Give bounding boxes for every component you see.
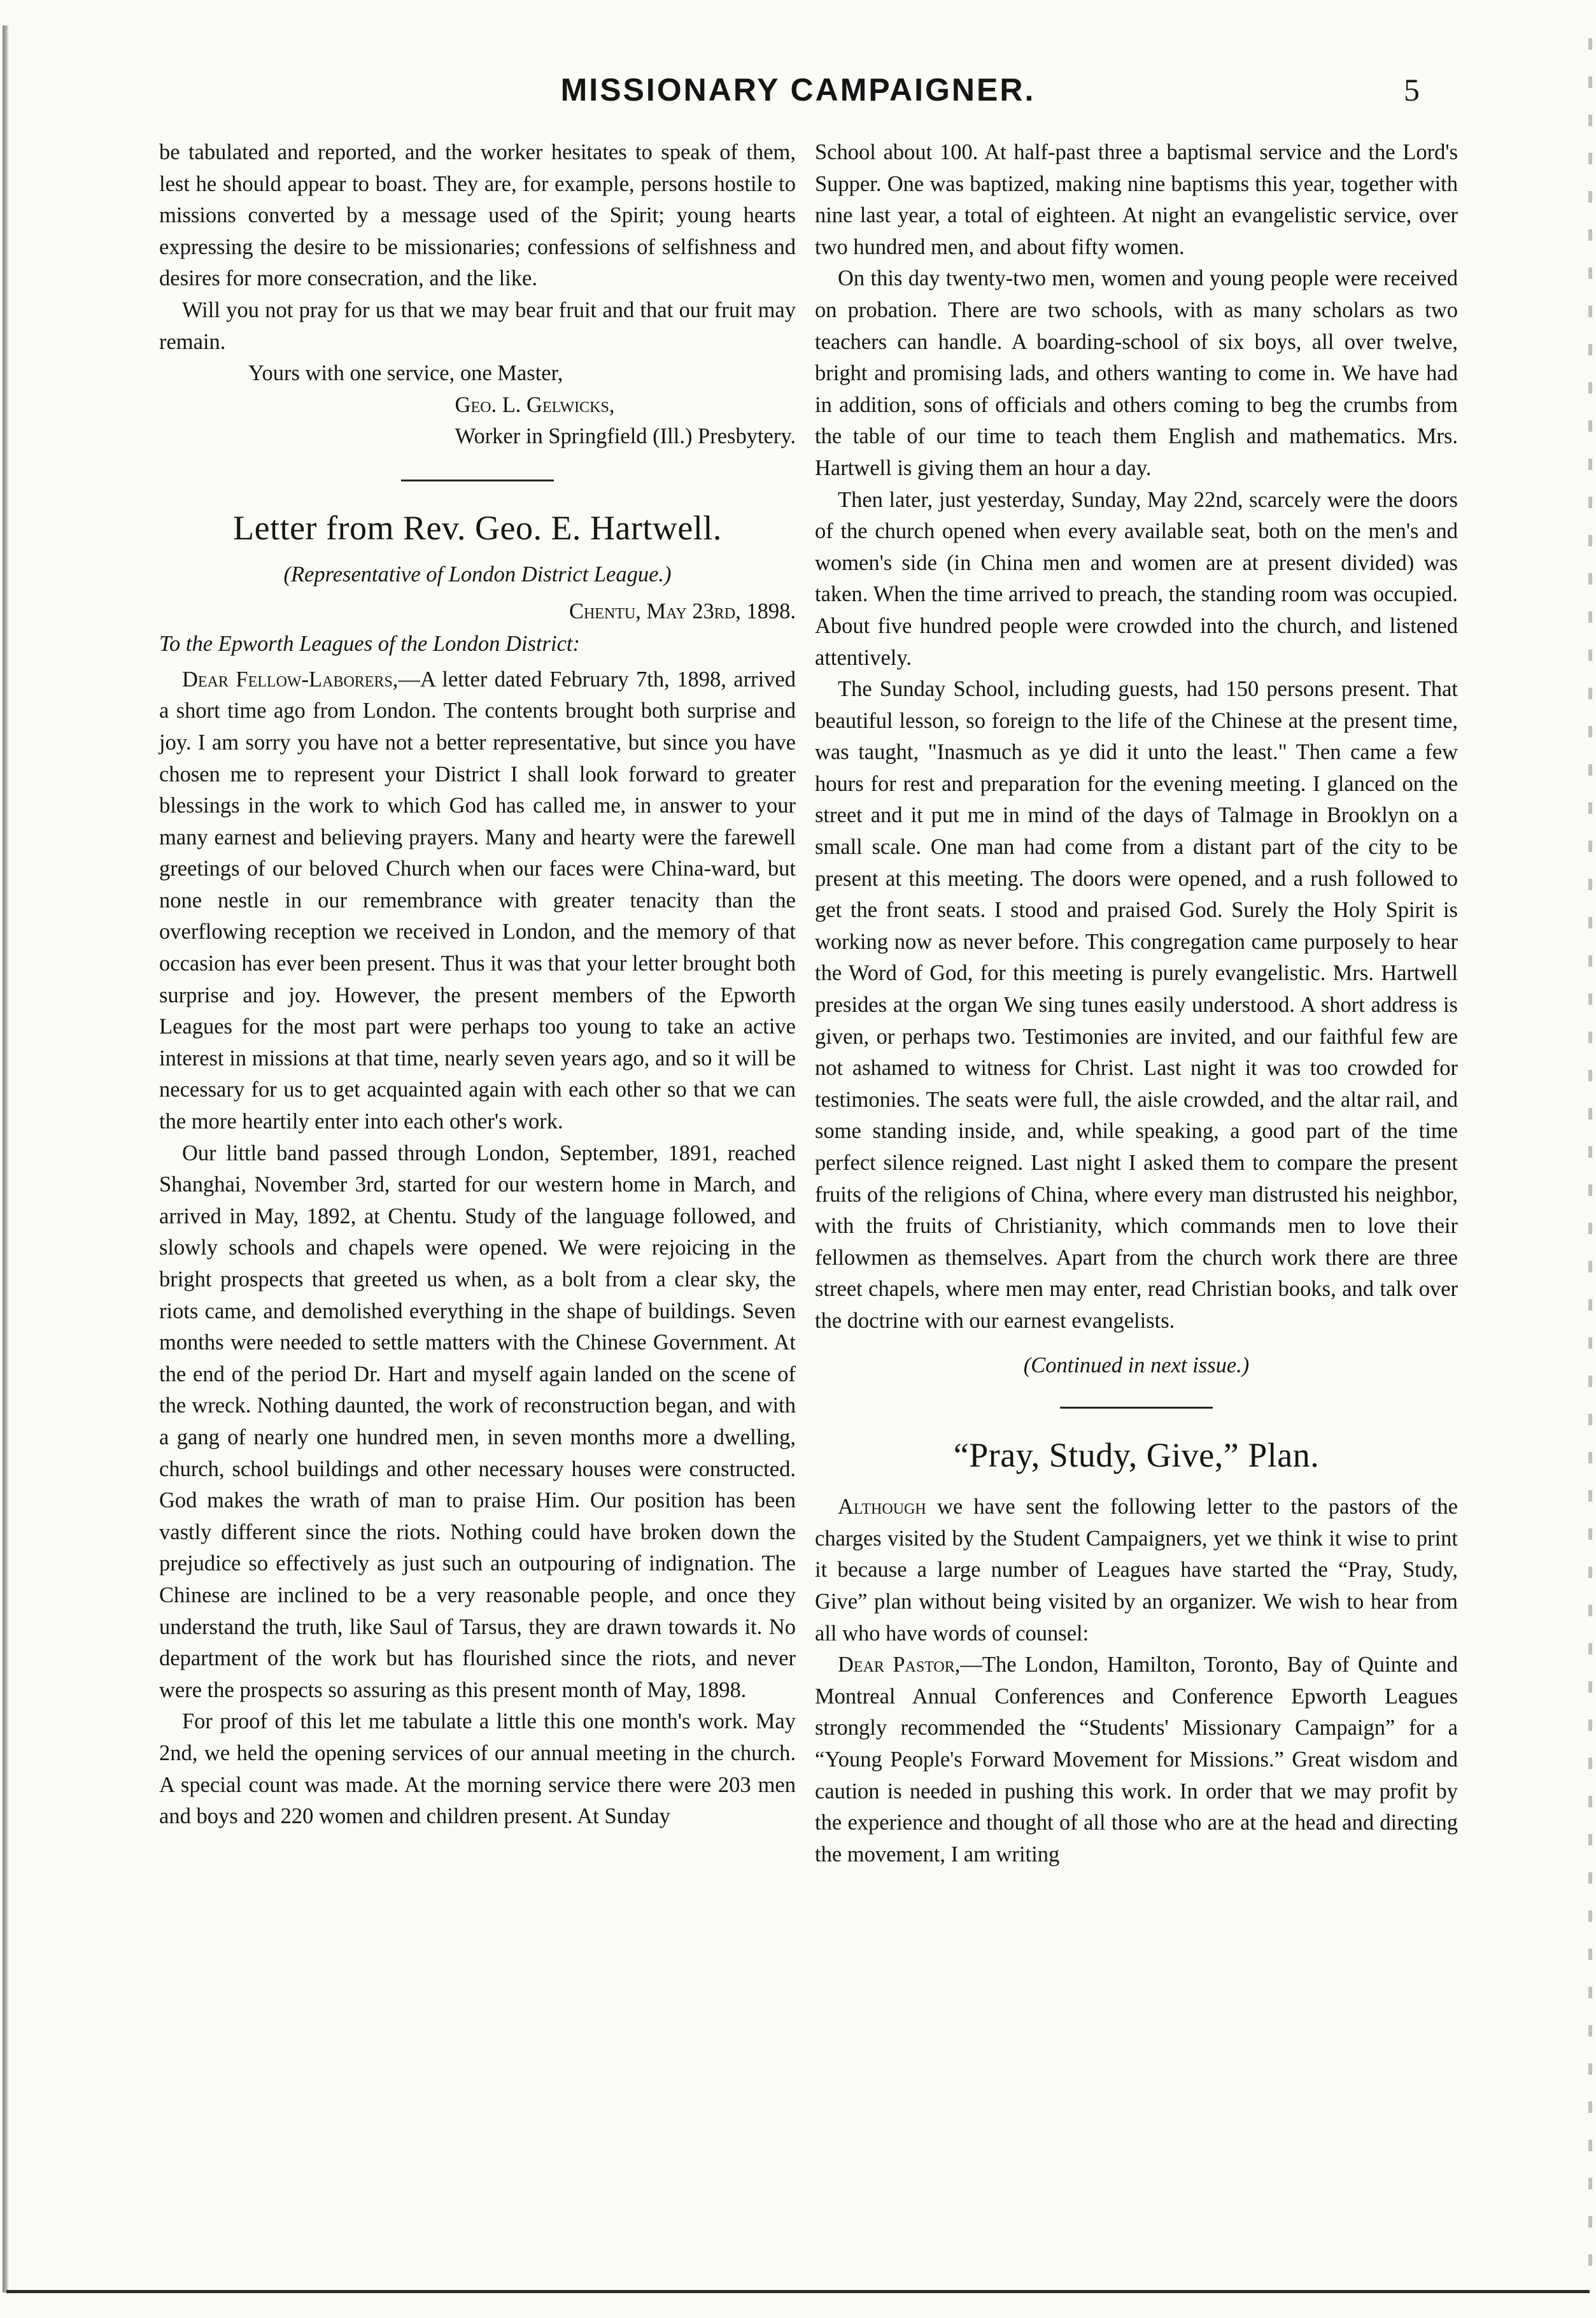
paragraph-1 — [159, 664, 796, 1138]
section-divider-2 — [1060, 1407, 1213, 1409]
salutation-lead: Dear Fellow-Laborers, — [182, 667, 399, 692]
left-column — [159, 137, 796, 1833]
running-title: MISSIONARY CAMPAIGNER. — [560, 72, 1036, 108]
dateline: Chentu, May 23rd, 1898. — [568, 599, 796, 623]
dear-pastor-lead: Dear Pastor, — [838, 1653, 961, 1677]
paragraph-dear-pastor — [815, 1649, 1458, 1870]
paragraph-sunday: Then later, just yesterday, Sunday, May 22nd, scarcely were the doors of the church opened when every available seat, both on the men's and women's side (in China men and women are at present divided) was taken. When the time arrived to preach, the standing room was occupied. About five hundred people were crowded into the church, and listened attentively. — [815, 487, 1458, 670]
signature-name: Geo. L. Gelwicks, — [455, 392, 615, 417]
signature-role: Worker in Springfield (Ill.) Presbytery. — [455, 424, 796, 449]
article-title-2: “Pray, Study, Give,” Plan. — [953, 1436, 1320, 1475]
paragraph-right-continued: School about 100. At half-past three a baptismal service and the Lord's Supper. One was baptized, making nine baptisms this year, together with nine last year, a total of eighteen. At night an evangelistic service, over two hundred men, and about fifty women. — [815, 140, 1458, 259]
paragraph-although-lead: Although — [838, 1495, 926, 1519]
dear-pastor-text: —The London, Hamilton, Toronto, Bay of Quinte and Montreal Annual Conferences and Conference Epworth Leagues strongly recommended the “Students' Missionary Campaign” for a “Young People's Forward Movement for Missions.” Great wisdom and caution is needed in pushing this work. In order that we may profit by the experience and thought of all those who are at the head and directing the movement, I am writing — [815, 1653, 1458, 1866]
scan-edge-right — [1588, 38, 1592, 2267]
salutation-address: To the Epworth Leagues of the London District: — [159, 632, 580, 657]
paragraph-3: For proof of this let me tabulate a little this one month's work. May 2nd, we held the opening services of our annual meeting in the church. A special count was made. At the morning service there were 203 men and boys and 220 women and children present. At Sunday — [159, 1709, 796, 1829]
paragraph-pray: Will you not pray for us that we may bear fruit and that our fruit may remain. — [159, 297, 796, 354]
right-column — [815, 137, 1458, 1870]
article-subhead: (Representative of London District League.) — [283, 562, 672, 587]
paragraph-although — [815, 1491, 1458, 1649]
bottom-rule — [6, 2290, 1590, 2293]
paragraph-probation: On this day twenty-two men, women and young people were received on probation. There are two schools, with as many scholars as two teachers can handle. A boarding-school of six boys, all over twelve, bright and promising lads, and others wanting to come in. We have had in addition, sons of officials and others coming to beg the crumbs from the table of our time to teach them English and mathematics. Mrs. Hartwell is giving them an hour a day. — [815, 266, 1458, 480]
scan-edge-left — [3, 25, 9, 2293]
section-divider — [401, 480, 554, 481]
paragraph-continued: be tabulated and reported, and the worker hesitates to speak of them, lest he should appear to boast. They are, for example, persons hostile to missions converted by a message used of the Spirit; young hearts expressing the desire to be missionaries; confessions of selfishness and desires for more consecration, and the like. — [159, 140, 796, 291]
signoff: Yours with one service, one Master, — [248, 361, 563, 386]
paragraph-although-text: we have sent the following letter to the pastors of the charges visited by the Student Campaigners, yet we think it wise to print it because a large number of Leagues have started the “Pray, Study, Give” plan without being visited by an organizer. We wish to hear from all who have words of counsel: — [815, 1495, 1458, 1646]
paragraph-1-text: —A letter dated February 7th, 1898, arrived a short time ago from London. The contents brought both surprise and joy. I am sorry you have not a better representative, but since you have chosen me to represent your District I shall look forward to greater blessings in the work to which God has called me, in answer to your many earnest and believing prayers. Many and hearty were the farewell greetings of our beloved Church when our faces were China-ward, but none nestle in our remembrance with greater tenacity than the overflowing reception we received in London, and the memory of that occasion has ever been present. Thus it was that your letter brought both surprise and joy. However, the present members of the Epworth Leagues for the most part were perhaps too young to take an active interest in missions at that time, nearly seven years ago, and so it will be necessary for us to get acquainted again with each other so that we can the more heartily enter into each other's work. — [159, 667, 796, 1134]
paragraph-sunday-school: The Sunday School, including guests, had 150 persons present. That beautiful lesson, so foreign to the life of the Chinese at the present time, was taught, "Inasmuch as ye did it unto the least." Then came a few hours for rest and preparation for the evening meeting. I glanced on the street and it put me in mind of the days of Talmage in Brooklyn on a small scale. One man had come from a distant part of the city to be present at this meeting. The doors were opened, and a rush followed to get the front seats. I stood and praised God. Surely the Holy Spirit is working now as never before. This congregation came purposely to hear the Word of God, for this meeting is purely evangelistic. Mrs. Hartwell presides at the organ We sing tunes easily understood. A short address is given, or perhaps two. Testimonies are invited, and our faithful few are not ashamed to witness for Christ. Last night it was too crowded for testimonies. The seats were full, the aisle crowded, and the altar rail, and some standing inside, and, while speaking, a good part of the time perfect silence reigned. Last night I asked them to compare the present fruits of the religions of China, where every man distrusted his neighbor, with the fruits of Christianity, which commands men to love their fellowmen as themselves. Apart from the church work there are three street chapels, where men may enter, read Christian books, and talk over the doctrine with our earnest evangelists. — [815, 677, 1458, 1333]
page-number: 5 — [1404, 72, 1420, 108]
article-title: Letter from Rev. Geo. E. Hartwell. — [233, 508, 722, 547]
continued-note: (Continued in next issue.) — [1023, 1353, 1250, 1377]
paragraph-2: Our little band passed through London, September, 1891, reached Shanghai, November 3rd, started for our western home in March, and arrived in May, 1892, at Chentu. Study of the language followed, and slowly schools and chapels were opened. We were rejoicing in the bright prospects that greeted us when, as a bolt from a clear sky, the riots came, and demolished everything in the shape of buildings. Seven months were needed to settle matters with the Chinese Government. At the end of the period Dr. Hart and myself again landed on the scene of the wreck. Nothing daunted, the work of reconstruction began, and with a gang of nearly one hundred men, in seven months more a dwelling, church, school buildings and other necessary houses were constructed. God makes the wrath of man to praise Him. Our position has been vastly different since the riots. Nothing could have broken down the prejudice so effectively as just such an outpouring of indignation. The Chinese are inclined to be a very reasonable people, and once they understand the truth, like Saul of Tarsus, they are drawn towards it. No department of the work but has flourished since the riots, and never were the prospects so assuring as this present month of May, 1898. — [159, 1141, 796, 1702]
